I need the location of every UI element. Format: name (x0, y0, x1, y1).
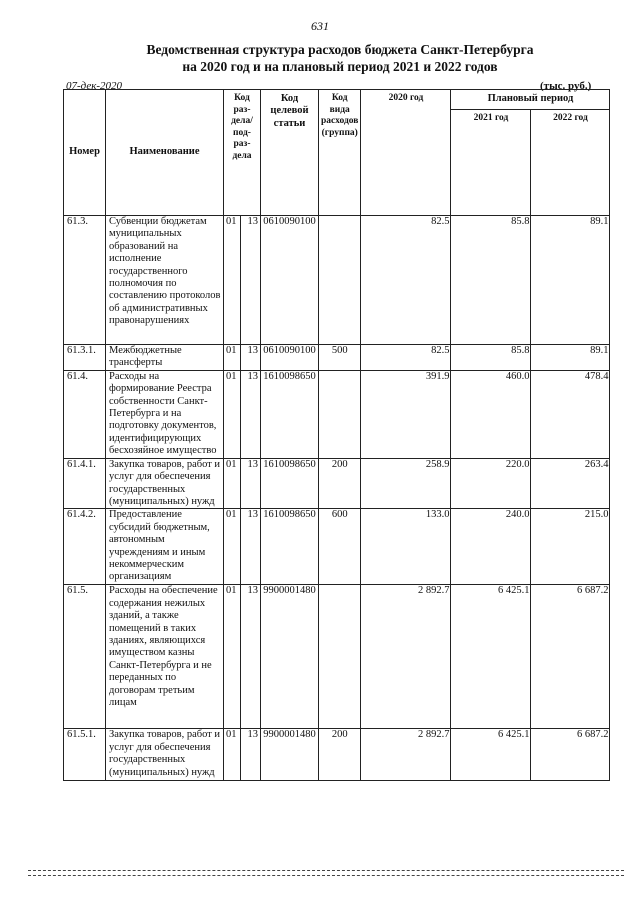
footer-divider (28, 870, 624, 871)
table-row (64, 585, 610, 729)
row-value-2021: 460.0 (451, 370, 531, 458)
row-subsection: 13 (241, 729, 261, 781)
row-value-2021: 85.8 (451, 216, 531, 345)
page-title (60, 41, 620, 75)
row-article: 9900001480 (261, 585, 319, 729)
row-value-2021: 240.0 (451, 509, 531, 585)
row-article: 1610098650 (261, 370, 319, 458)
row-value-2022: 89.1 (531, 345, 610, 371)
row-expense-type (319, 216, 361, 345)
row-value-2022: 6 687.2 (531, 585, 610, 729)
row-value-2022: 215.0 (531, 509, 610, 585)
header-2020: 2020 год (361, 90, 451, 216)
row-subsection: 13 (241, 458, 261, 509)
row-value-2020: 82.5 (361, 345, 451, 371)
header-2022: 2022 год (531, 110, 610, 216)
row-value-2021: 220.0 (451, 458, 531, 509)
table-row (64, 345, 610, 371)
row-number: 61.3. (64, 216, 106, 345)
units-label: (тыс. руб.) (540, 80, 592, 92)
row-expense-type: 200 (319, 458, 361, 509)
title-line-1: Ведомственная структура расходов бюджета Санкт-Петербурга (146, 42, 534, 57)
header-article: Код целевой статьи (261, 90, 319, 216)
row-value-2021: 6 425.1 (451, 729, 531, 781)
row-number: 61.5. (64, 585, 106, 729)
header-expense-type: Код вида расходов (группа) (319, 90, 361, 216)
row-article: 9900001480 (261, 729, 319, 781)
table-row (64, 216, 610, 345)
table-row (64, 509, 610, 585)
row-number: 61.5.1. (64, 729, 106, 781)
row-section: 01 (224, 729, 241, 781)
row-section: 01 (224, 458, 241, 509)
row-subsection: 13 (241, 585, 261, 729)
row-name: Расходы на обеспечение содержания нежилых зданий, а также помещений в таких зданиях, являющихся имуществом казны Санкт-Петербурга и не переданных по договорам третьим лицам (106, 585, 224, 729)
row-section: 01 (224, 216, 241, 345)
row-value-2022: 89.1 (531, 216, 610, 345)
row-section: 01 (224, 585, 241, 729)
row-value-2020: 82.5 (361, 216, 451, 345)
row-number: 61.3.1. (64, 345, 106, 371)
row-name: Субвенции бюджетам муниципальных образований на исполнение государственного полномочия по составлению протоколов об административных правонарушениях (106, 216, 224, 345)
title-line-2: на 2020 год и на плановый период 2021 и 2022 годов (182, 59, 498, 74)
table-row (64, 458, 610, 509)
row-section: 01 (224, 345, 241, 371)
row-value-2020: 391.9 (361, 370, 451, 458)
row-value-2022: 6 687.2 (531, 729, 610, 781)
table-row (64, 729, 610, 781)
row-value-2021: 85.8 (451, 345, 531, 371)
row-subsection: 13 (241, 216, 261, 345)
document-date: 07-дек-2020 (66, 80, 123, 92)
row-name: Закупка товаров, работ и услуг для обеспечения государственных (муниципальных) нужд (106, 729, 224, 781)
row-article: 0610090100 (261, 345, 319, 371)
table-body (64, 216, 610, 781)
row-number: 61.4. (64, 370, 106, 458)
row-section: 01 (224, 370, 241, 458)
row-section: 01 (224, 509, 241, 585)
row-value-2021: 6 425.1 (451, 585, 531, 729)
row-name: Межбюджетные трансферты (106, 345, 224, 371)
row-subsection: 13 (241, 345, 261, 371)
row-expense-type (319, 370, 361, 458)
row-value-2022: 478.4 (531, 370, 610, 458)
footer-divider (28, 875, 624, 876)
header-name: Наименование (106, 90, 224, 216)
row-expense-type: 500 (319, 345, 361, 371)
row-expense-type: 600 (319, 509, 361, 585)
row-expense-type: 200 (319, 729, 361, 781)
row-article: 0610090100 (261, 216, 319, 345)
row-subsection: 13 (241, 370, 261, 458)
row-value-2020: 2 892.7 (361, 729, 451, 781)
row-number: 61.4.2. (64, 509, 106, 585)
row-subsection: 13 (241, 509, 261, 585)
page-number: 631 (311, 19, 329, 33)
header-number: Номер (64, 90, 106, 216)
row-value-2022: 263.4 (531, 458, 610, 509)
header-2021: 2021 год (451, 110, 531, 216)
row-article: 1610098650 (261, 509, 319, 585)
row-name: Закупка товаров, работ и услуг для обеспечения государственных (муниципальных) нужд (106, 458, 224, 509)
header-section: Код раз- дела/ под- раз- дела (224, 90, 261, 216)
table-row (64, 370, 610, 458)
budget-table (63, 89, 610, 781)
row-value-2020: 133.0 (361, 509, 451, 585)
row-article: 1610098650 (261, 458, 319, 509)
row-name: Предоставление субсидий бюджетным, автономным учреждениям и иным некоммерческим организациям (106, 509, 224, 585)
header-planned-period: Плановый период (451, 90, 610, 110)
row-expense-type (319, 585, 361, 729)
table-header (64, 90, 610, 216)
row-value-2020: 2 892.7 (361, 585, 451, 729)
row-name: Расходы на формирование Реестра собственности Санкт-Петербурга и на подготовку документов, идентифицирующих бесхозяйное имущество (106, 370, 224, 458)
row-number: 61.4.1. (64, 458, 106, 509)
row-value-2020: 258.9 (361, 458, 451, 509)
